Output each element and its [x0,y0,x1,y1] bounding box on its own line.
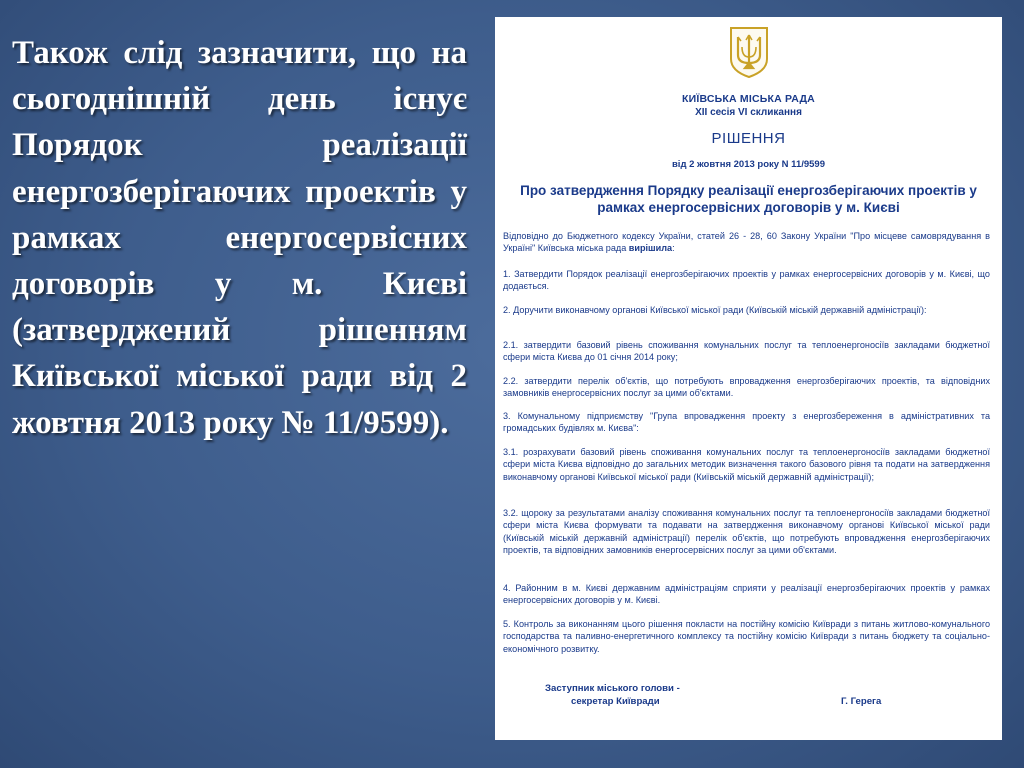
decision-document-image [495,17,1002,740]
decision-date: від 2 жовтня 2013 року N 11/9599 [671,159,826,170]
council-name: КИЇВСЬКА МІСЬКА РАДА [682,93,815,105]
item-paragraph: 2.2. затвердити перелік об'єктів, що потребують впровадження енергозберігаючих проектів, та відповідних замовників енергосервісних послуг за цими об'єктами. [503,376,990,399]
decision-title: Про затвердження Порядку реалізації енергозберігаючих проектів у рамках енергосервісних договорів у м. Києві [520,183,977,215]
item-paragraph: 2.1. затвердити базовий рівень споживання комунальних послуг та теплоенергоносіїв закладами бюджетної сфери міста Києва до 01 січня 2014 року; [503,340,990,363]
item-paragraph: 3.2. щороку за результатами аналізу споживання комунальних послуг та теплоенергоносіїв закладами бюджетної сфери міста Києва формувати та подавати на затвердження виконавчому органові Київської міської ради (Київській міській державній адміністрації) перелік об'єктів, що потребують впровадження енергозберігаючих проектів, та відповідних замовників енергосервісних послуг за цими об'єктами. [503,508,990,556]
session-line: XII сесія VI скликання [695,107,802,118]
decision-heading: РІШЕННЯ [711,130,786,147]
item-paragraph: 3. Комунальному підприємству "Група впровадження проекту з енергозбереження в адміністративних та громадських будівлях м. Києва": [503,411,990,434]
signature-title: Заступник міського голови - секретар Київради [545,683,680,707]
item-paragraph: 3.1. розрахувати базовий рівень споживання комунальних послуг та теплоенергоносіїв закладами бюджетної сфери міста Києва відповідно до загальних методик визначення такого базового рівня та подати на затвердження виконавчому органові Київської міської ради (Київській міській державній адміністрації); [503,447,990,482]
preamble-paragraph: Відповідно до Бюджетного кодексу України, статей 26 - 28, 60 Закону України "Про місцеве самоврядування в Україні" Київська міська рада вирішила: [503,231,990,254]
item-paragraph: 2. Доручити виконавчому органові Київської міської ради (Київській міській державній адміністрації): [503,305,927,315]
item-paragraph: 5. Контроль за виконанням цього рішення покласти на постійну комісію Київради з питань житлово-комунального господарства та паливно-енергетичного комплексу та постійну комісію Київради з питань бюджету та соціально-економічного розвитку. [503,619,990,654]
trident-coat-of-arms-icon [728,25,770,79]
item-paragraph: 4. Районним в м. Києві державним адміністраціям сприяти у реалізації енергозберігаючих проектів у рамках енергосервісних договорів у м. Києві. [503,583,990,606]
item-paragraph: 1. Затвердити Порядок реалізації енергозберігаючих проектів у рамках енергосервісних договорів у м. Києві, що додається. [503,269,990,292]
signature-name: Г. Герега [841,696,882,707]
slide-body-text: Також слід зазначити, що на сьогоднішній день існує Порядок реалізації енергозберігаючих проектів у рамках енергосервісних договорів у м. Києві (затверджений рішенням Київської міської ради від 2 жовтня 2013 року № 11/9599). [12,35,467,441]
